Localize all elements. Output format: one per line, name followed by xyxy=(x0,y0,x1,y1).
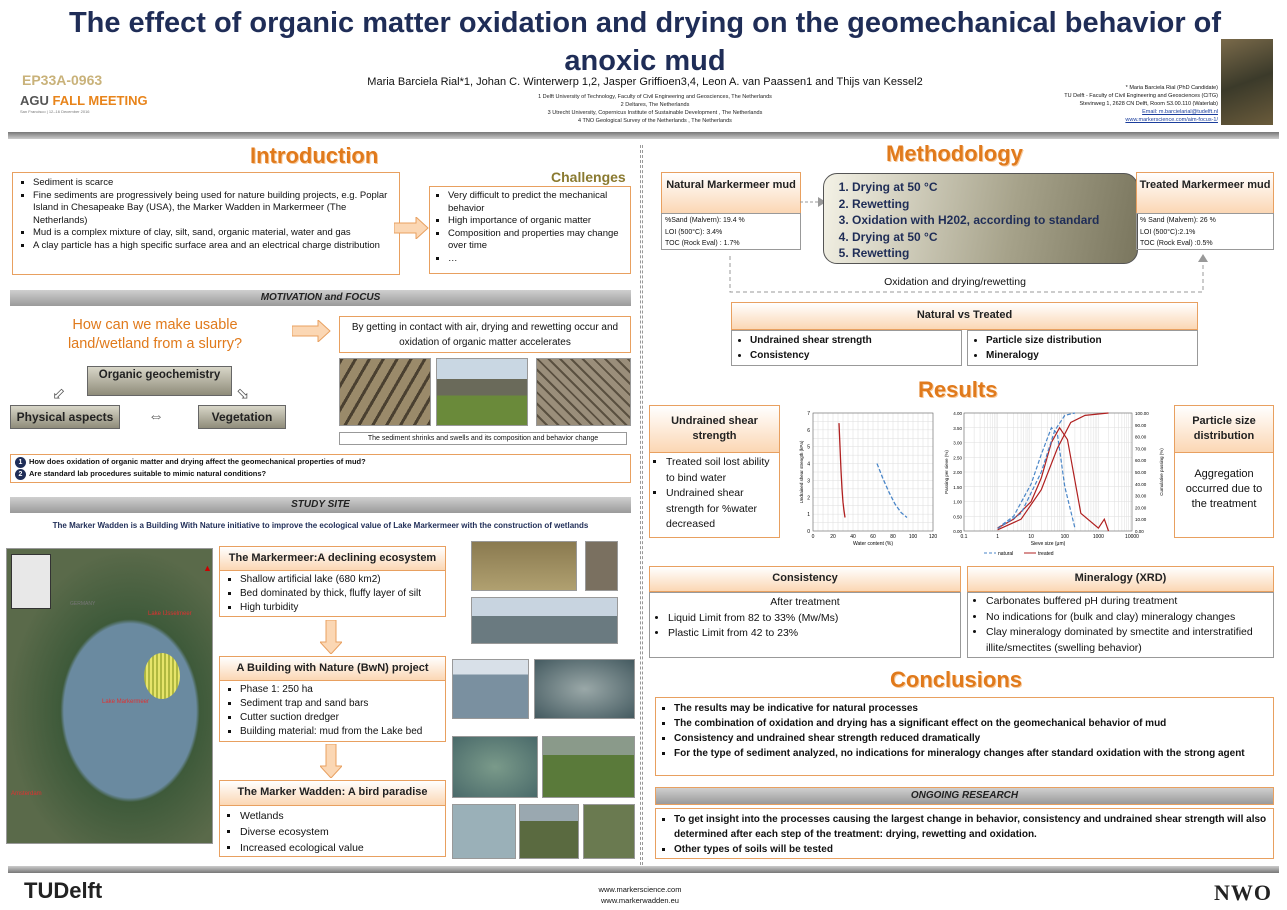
challenge-item: ▪ … xyxy=(448,253,628,266)
bwn-item: ▪ Phase 1: 250 ha xyxy=(240,683,441,697)
markermeer-item: ▪ Shallow artificial lake (680 km2) xyxy=(240,573,441,587)
agu-logo: AGU FALL MEETING xyxy=(20,93,148,108)
bidirectional-arrow-icon: ⇔ xyxy=(148,408,164,425)
y2-tick-label: 40.00 xyxy=(1135,481,1147,487)
bwn-item: ▪ Sediment trap and sand bars xyxy=(240,697,441,711)
cracked-soil-photo xyxy=(536,358,631,426)
motivation-arrow-icon xyxy=(292,320,332,342)
y2-axis-label: Cumulative passing (%) xyxy=(1159,448,1164,496)
reeds-photo xyxy=(519,804,579,859)
map-label: Amsterdam xyxy=(11,791,42,797)
map-label: GERMANY xyxy=(70,601,96,607)
conclusions-heading: Conclusions xyxy=(890,667,1023,692)
x-tick-label: 100 xyxy=(908,534,918,540)
paradise-item: ▪ Wetlands xyxy=(240,808,441,824)
study-intro: The Marker Wadden is a Building With Nature initiative to improve the ecological value of Lake Markermeer with the construction of wetlands xyxy=(52,521,589,530)
y-tick-label: 0 xyxy=(807,529,810,535)
y-tick-label: 0.00 xyxy=(953,529,962,534)
y-tick-label: 6 xyxy=(807,427,810,434)
treatment-step: 4. Drying at 50 °C xyxy=(852,229,1127,246)
y-tick-label: 7 xyxy=(807,411,810,417)
agu-subtitle: San Francisco | 12–16 December 2016 xyxy=(20,109,90,114)
conclusions-box xyxy=(655,697,1274,776)
x-tick-label: 1 xyxy=(996,534,999,540)
intro-bullet: ▪ Mud is a complex mixture of clay, silt, sand, organic material, water and gas xyxy=(33,227,395,240)
research-question-2: 2 Are standard lab procedures suitable to mimic natural conditions? xyxy=(15,468,626,480)
shear-strength-chart xyxy=(797,405,942,555)
consistency-subtitle: After treatment xyxy=(770,596,840,608)
intro-bullet: ▪ A clay particle has a high specific surface area and an electrical charge distribution xyxy=(33,240,395,253)
y-tick-label: 4 xyxy=(807,461,810,468)
physical-aspects-box: Physical aspects xyxy=(10,405,120,429)
conclusion-item: ▪ Consistency and undrained shear strength reduced dramatically xyxy=(674,731,1269,746)
y-axis-label: Passing per sieve (%) xyxy=(944,450,949,494)
legend-label-natural: natural xyxy=(998,551,1014,555)
markermeer-box-title: The Markermeer:A declining ecosystem xyxy=(219,546,446,571)
island-photo xyxy=(452,804,516,859)
results-heading: Results xyxy=(918,377,998,402)
research-question-1: 1 How does oxidation of organic matter and drying affect the geomechanical properties of mud? xyxy=(15,456,626,468)
y2-tick-label: 70.00 xyxy=(1135,446,1147,452)
nwo-logo: NWO xyxy=(1214,880,1272,905)
contact-air-box: By getting in contact with air, drying and rewetting occur and oxidation of organic matter accelerates xyxy=(339,316,631,353)
diagonal-arrow-icon: ⬂ xyxy=(236,386,250,403)
introduction-heading: Introduction xyxy=(250,143,379,168)
treated-mud-title: Treated Markermeer mud xyxy=(1136,172,1274,214)
challenge-item: ▪ High importance of organic matter xyxy=(448,215,628,228)
ongoing-item: ▪ Other types of soils will be tested xyxy=(674,842,1269,857)
x-tick-label: 20 xyxy=(830,534,836,540)
study-site-map xyxy=(6,548,213,844)
treated-mud-props: % Sand (Malvern): 26 % LOI (500°C):2.1% TOC (Rock Eval) :0.5% xyxy=(1136,213,1274,250)
x-tick-label: 0 xyxy=(811,534,815,540)
mineralogy-item: • No indications for (bulk and clay) mineralogy changes xyxy=(986,610,1269,626)
y2-tick-label: 80.00 xyxy=(1135,434,1147,440)
research-questions-box xyxy=(10,454,631,483)
down-arrow-icon xyxy=(320,620,342,654)
treatment-step: 1. Drying at 50 °C xyxy=(852,179,1127,196)
column-divider xyxy=(640,145,643,865)
y-tick-label: 3 xyxy=(807,478,810,485)
authors: Maria Barciela Rial*1, Johan C. Winterwerp 1,2, Jasper Griffioen3,4, Leon A. van Paassen1 and Thijs van Kessel2 xyxy=(367,76,923,88)
y2-tick-label: 90.00 xyxy=(1135,422,1147,428)
consistency-box xyxy=(649,592,961,658)
cycle-dashed-line xyxy=(725,252,1215,298)
y2-tick-label: 50.00 xyxy=(1135,470,1147,475)
author-photo xyxy=(1221,39,1273,125)
treatment-step: 5. Rewetting xyxy=(852,245,1127,262)
y2-tick-label: 20.00 xyxy=(1135,505,1147,511)
y-tick-label: 1.00 xyxy=(953,499,962,505)
y-tick-label: 5 xyxy=(807,444,810,451)
x-tick-label: 60 xyxy=(870,534,876,540)
paradise-item: ▪ Diverse ecosystem xyxy=(240,824,441,840)
methodology-heading: Methodology xyxy=(886,141,1023,166)
bwn-item: ▪ Building material: mud from the Lake bed xyxy=(240,725,441,739)
map-label: Lake IJsselmeer xyxy=(148,611,192,617)
ongoing-item: ▪ To get insight into the processes causing the largest change in behavior, consistency and undrained shear strength will also determined after each step of the treatment: drying, rewetting and oxidation. xyxy=(674,812,1269,842)
intro-arrow-icon xyxy=(394,217,430,239)
series-line-treated xyxy=(839,423,845,517)
consistency-item: • Plastic Limit from 42 to 23% xyxy=(668,626,956,642)
footer-url-link[interactable]: www.markerscience.com xyxy=(598,885,682,894)
y-tick-label: 3.50 xyxy=(953,425,962,431)
series-line-natural xyxy=(877,464,907,518)
conclusion-item: ▪ For the type of sediment analyzed, no indications for mineralogy changes after standard oxidation with the strong agent xyxy=(674,746,1269,761)
y-tick-label: 1.50 xyxy=(953,484,962,490)
conclusion-item: ▪ The results may be indicative for natural processes xyxy=(674,701,1269,716)
y-tick-label: 1 xyxy=(807,512,810,519)
silt-photo xyxy=(585,541,618,591)
natural-mud-title: Natural Markermeer mud xyxy=(661,172,801,214)
bottom-divider xyxy=(8,866,1279,873)
challenge-item: ▪ Very difficult to predict the mechanical behavior xyxy=(448,190,628,215)
markermeer-item: ▪ Bed dominated by thick, fluffy layer of silt xyxy=(240,587,441,601)
challenges-heading: Challenges xyxy=(551,169,626,185)
x-tick-label: 0.1 xyxy=(960,534,968,540)
affiliations: 1 Delft University of Technology, Faculty of Civil Engineering and Geosciences, The Netherlands 2 Deltares, The Netherlands 3 Utrecht University, Copernicus Institute of Sustainable Development , The Netherlands 4 TNO Geological Survey of the Netherlands , The Netherlands xyxy=(538,94,772,124)
motivation-question: How can we make usable land/wetland from a slurry? xyxy=(67,317,243,352)
intro-bullet: ▪ Sediment is scarce xyxy=(33,177,395,190)
shear-strength-box xyxy=(649,452,780,538)
footer-url-link[interactable]: www.markerwadden.eu xyxy=(601,896,679,905)
footer-urls xyxy=(560,884,720,906)
y2-tick-label: 60.00 xyxy=(1135,458,1147,464)
markermeer-item: ▪ High turbidity xyxy=(240,601,441,615)
nvt-right-box: • Particle size distribution • Mineralogy xyxy=(967,330,1198,366)
y2-tick-label: 0.00 xyxy=(1135,529,1144,534)
challenge-item: ▪ Composition and properties may change over time xyxy=(448,228,628,253)
poster-title: The effect of organic matter oxidation and drying on the geomechanical behavior of anoxic mud xyxy=(68,7,1222,77)
sandbars-photo xyxy=(534,659,635,719)
website-link[interactable]: www.markerscience.com/aim-focus-1/ xyxy=(1125,117,1218,123)
x-axis-label: Water content (%) xyxy=(852,541,894,547)
contact-info: * Maria Barciela Rial (PhD Candidate) TU Delft - Faculty of Civil Engineering and Geosciences (CiTG) Stevinweg 1, 2628 CN Delft, Room S3.00.110 (Waterlab) Email: m.barcielarial@tudelft.nl www.markerscience.com/aim-focus-1/ xyxy=(1020,84,1218,124)
study-site-band: STUDY SITE xyxy=(10,497,631,513)
number-2-icon: 2 xyxy=(15,469,26,480)
y-tick-label: 3.00 xyxy=(953,440,962,446)
natural-vs-treated-title: Natural vs Treated xyxy=(731,302,1198,330)
psd-text: Aggregation occurred due to the treatment xyxy=(1174,452,1274,538)
shear-strength-title: Undrained shear strength xyxy=(649,405,780,453)
x-tick-label: 40 xyxy=(850,534,856,540)
bird-photo xyxy=(542,736,635,798)
x-tick-label: 10000 xyxy=(1125,534,1139,540)
particle-size-chart xyxy=(942,405,1167,555)
marker-wadden-zone xyxy=(144,653,180,699)
bwn-box xyxy=(219,680,446,742)
mineralogy-box xyxy=(967,592,1274,658)
nvt-left-box: • Undrained shear strength • Consistency xyxy=(731,330,962,366)
x-axis-label: Sieve size (μm) xyxy=(1030,541,1066,547)
dredger-photo xyxy=(452,659,529,719)
turbid-water-photo xyxy=(471,541,577,591)
top-divider xyxy=(8,132,1279,139)
mineralogy-item: • Carbonates buffered pH during treatment xyxy=(986,594,1269,610)
legend-label-treated: treated xyxy=(1038,551,1054,555)
paradise-item: ▪ Increased ecological value xyxy=(240,840,441,856)
treatment-steps-box xyxy=(823,173,1138,264)
map-label: Lake Markermeer xyxy=(102,699,150,705)
y-tick-label: 2.50 xyxy=(953,455,962,461)
organic-geochemistry-box: Organic geochemistry xyxy=(87,366,232,396)
y2-tick-label: 30.00 xyxy=(1135,493,1147,499)
mineralogy-title: Mineralogy (XRD) xyxy=(967,566,1274,592)
intro-box xyxy=(12,172,400,275)
bird-paradise-box-title: The Marker Wadden: A bird paradise xyxy=(219,780,446,806)
down-arrow-icon xyxy=(320,744,342,778)
mineralogy-item: • Clay mineralogy dominated by smectite and interstratified illite/smectites (swelling behavior) xyxy=(986,625,1269,656)
email-link[interactable]: Email: m.barcielarial@tudelft.nl xyxy=(1142,109,1218,115)
north-arrow-icon: ▲ xyxy=(203,563,212,573)
bird-paradise-box xyxy=(219,805,446,857)
x-tick-label: 10 xyxy=(1028,534,1034,540)
dried-mud-photo xyxy=(339,358,431,426)
series-line xyxy=(998,413,1109,530)
vegetation-box: Vegetation xyxy=(198,405,286,429)
marsh-photo xyxy=(583,804,635,859)
shear-bullet: ▪ Treated soil lost ability to bind water xyxy=(666,455,777,486)
y-tick-label: 0.50 xyxy=(953,514,962,520)
x-tick-label: 100 xyxy=(1060,534,1069,540)
consistency-item: • Liquid Limit from 82 to 33% (Mw/Ms) xyxy=(668,611,956,627)
bwn-box-title: A Building with Nature (BwN) project xyxy=(219,656,446,681)
poster-code: EP33A-0963 xyxy=(22,72,103,88)
y2-tick-label: 100.00 xyxy=(1135,411,1149,416)
treatment-step: 3. Oxidation with H202, according to standard xyxy=(852,212,1127,229)
x-tick-label: 1000 xyxy=(1092,534,1104,540)
bwn-item: ▪ Cutter suction dredger xyxy=(240,711,441,725)
y-tick-label: 2.00 xyxy=(953,470,962,475)
y-tick-label: 2 xyxy=(807,495,810,502)
inset-map xyxy=(11,554,51,609)
cycle-label: Oxidation and drying/rewetting xyxy=(840,276,1070,288)
consistency-title: Consistency xyxy=(649,566,961,592)
shear-bullet: ▪ Undrained shear strength for %water decreased xyxy=(666,486,777,533)
challenges-box xyxy=(429,186,631,274)
wetlands-aerial-photo xyxy=(452,736,538,798)
ongoing-research-band: ONGOING RESEARCH xyxy=(655,787,1274,805)
treatment-step: 2. Rewetting xyxy=(852,196,1127,213)
photo-caption: The sediment shrinks and swells and its composition and behavior change xyxy=(339,432,627,445)
motivation-band: MOTIVATION and FOCUS xyxy=(10,290,631,306)
y2-tick-label: 10.00 xyxy=(1135,517,1147,523)
psd-title: Particle size distribution xyxy=(1174,405,1274,453)
x-tick-label: 120 xyxy=(928,534,938,540)
markermeer-box xyxy=(219,570,446,617)
ongoing-box xyxy=(655,808,1274,859)
y-tick-label: 4.00 xyxy=(953,411,962,416)
lake-shore-photo xyxy=(471,597,618,644)
hand-mud-photo xyxy=(436,358,528,426)
diagonal-arrow-icon: ⬃ xyxy=(52,386,66,403)
natural-mud-props: %Sand (Malvern): 19.4 % LOI (500°C): 3.4% TOC (Rock Eval) : 1.7% xyxy=(661,213,801,250)
tudelft-logo: TUDelft xyxy=(24,878,103,903)
x-tick-label: 80 xyxy=(890,534,896,540)
conclusion-item: ▪ The combination of oxidation and drying has a significant effect on the geomechanical behavior of mud xyxy=(674,716,1269,731)
number-1-icon: 1 xyxy=(15,457,26,468)
intro-bullet: ▪ Fine sediments are progressively being used for nature building projects, e.g. Poplar Island in Chesapeake Bay (USA), the Marker Wadden in Markermeer (The Netherlands) xyxy=(33,190,395,228)
y-axis-label: Undrained shear strength (kPa) xyxy=(799,440,804,504)
